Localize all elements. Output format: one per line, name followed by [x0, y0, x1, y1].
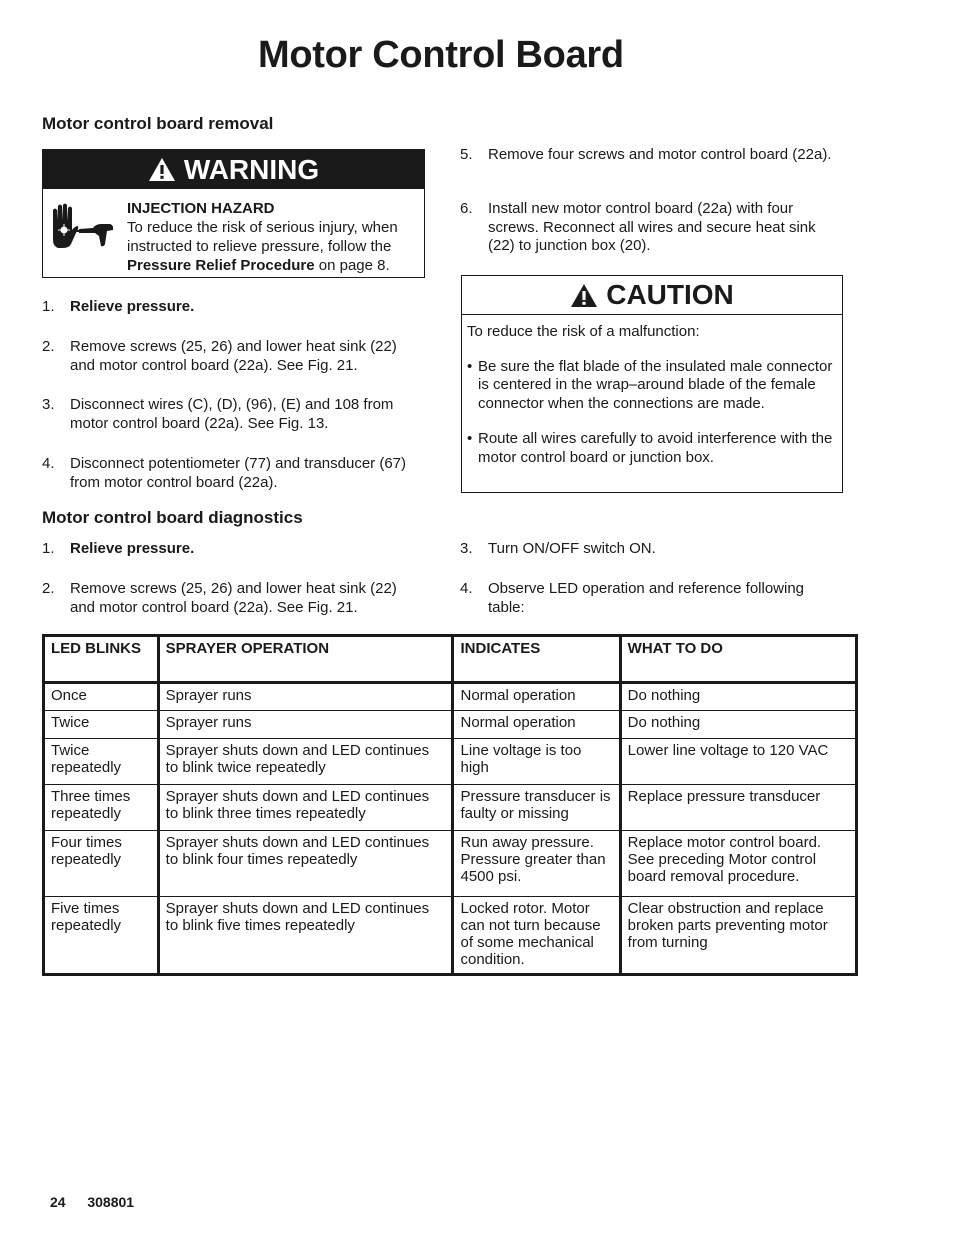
caution-bullet: • Route all wires carefully to avoid interference with the motor control board or junction box. — [467, 430, 833, 466]
table-row — [44, 739, 857, 785]
step-number: 3. — [42, 396, 55, 413]
table-cell: Do nothing — [620, 683, 856, 711]
warning-text — [127, 218, 419, 275]
page-footer — [50, 1194, 134, 1210]
step-number: 4. — [42, 455, 55, 472]
table-row — [44, 711, 857, 739]
step-number: 4. — [460, 580, 473, 597]
step-text: Relieve pressure. — [70, 298, 195, 315]
table-cell: Replace pressure transducer — [620, 785, 856, 831]
step-text: Disconnect wires (C), (D), (96), (E) and 108 from motor control board (22a). See Fig. 13. — [70, 396, 394, 432]
table-cell: Pressure transducer is faulty or missing — [453, 785, 620, 831]
table-cell: Twice — [44, 711, 159, 739]
table-cell: Do nothing — [620, 711, 856, 739]
step-number: 2. — [42, 338, 55, 355]
column-header: WHAT TO DO — [620, 636, 856, 683]
diagnostics-heading: Motor control board diagnostics — [42, 508, 303, 527]
table-cell: Clear obstruction and replace broken parts preventing motor from turning — [620, 897, 856, 975]
caution-bullet: • Be sure the flat blade of the insulated male connector is centered in the wrap–around blade of the female connector when the connections are made. — [467, 357, 833, 412]
warning-body — [127, 199, 419, 275]
warning-box — [42, 149, 425, 278]
caution-header — [462, 276, 842, 315]
page-number: 24 — [50, 1194, 66, 1210]
table-cell: Lower line voltage to 120 VAC — [620, 739, 856, 785]
caution-bullet-text: Be sure the flat blade of the insulated male connector is centered in the wrap–around blade of the female connector when the connections are made. — [478, 357, 833, 412]
warning-header — [43, 150, 424, 189]
step-text: Install new motor control board (22a) with four screws. Reconnect all wires and secure heat sink (22) to junction box (20). — [488, 200, 816, 254]
warning-text-before: To reduce the risk of serious injury, when instructed to relieve pressure, follow the — [127, 219, 398, 255]
table-row — [44, 683, 857, 711]
table-cell: Once — [44, 683, 159, 711]
caution-triangle-icon — [570, 283, 598, 308]
step-number: 1. — [42, 298, 55, 315]
column-header: SPRAYER OPERATION — [158, 636, 453, 683]
table-cell: Normal operation — [453, 683, 620, 711]
injection-hazard-icon — [49, 202, 117, 252]
table-cell: Sprayer runs — [158, 711, 453, 739]
caution-intro: To reduce the risk of a malfunction: — [467, 323, 700, 340]
table-cell: Five times repeatedly — [44, 897, 159, 975]
table-row — [44, 897, 857, 975]
step-text: Remove four screws and motor control board (22a). — [488, 146, 832, 163]
table-cell: Line voltage is too high — [453, 739, 620, 785]
caution-box — [461, 275, 843, 493]
step-text: Disconnect potentiometer (77) and transducer (67) from motor control board (22a). — [70, 455, 407, 491]
table-cell: Replace motor control board. See preceding Motor control board removal procedure. — [620, 831, 856, 897]
page-title: Motor Control Board — [258, 34, 624, 76]
step-text: Remove screws (25, 26) and lower heat sink (22) and motor control board (22a). See Fig. 21. — [70, 580, 397, 616]
step-number: 6. — [460, 200, 473, 217]
step-text: Relieve pressure. — [70, 540, 195, 557]
table-header-row — [44, 636, 857, 683]
table-cell: Sprayer shuts down and LED continues to blink three times repeatedly — [158, 785, 453, 831]
caution-label: CAUTION — [606, 279, 734, 310]
column-header: LED BLINKS — [44, 636, 159, 683]
table-cell: Normal operation — [453, 711, 620, 739]
document-number: 308801 — [87, 1194, 135, 1210]
table-row — [44, 785, 857, 831]
warning-triangle-icon — [148, 157, 176, 182]
hazard-title: INJECTION HAZARD — [127, 200, 275, 217]
table-cell: Four times repeatedly — [44, 831, 159, 897]
table-cell: Sprayer shuts down and LED continues to blink twice repeatedly — [158, 739, 453, 785]
table-cell: Twice repeatedly — [44, 739, 159, 785]
led-diagnostics-table — [42, 634, 858, 976]
table-cell: Run away pressure. Pressure greater than 4500 psi. — [453, 831, 620, 897]
step-number: 1. — [42, 540, 55, 557]
table-cell: Sprayer shuts down and LED continues to blink five times repeatedly — [158, 897, 453, 975]
warning-label: WARNING — [183, 153, 320, 185]
caution-body — [467, 323, 835, 467]
step-number: 5. — [460, 146, 473, 163]
caution-bullet-text: Route all wires carefully to avoid interference with the motor control board or junction box. — [478, 430, 833, 466]
step-text: Remove screws (25, 26) and lower heat sink (22) and motor control board (22a). See Fig. 21. — [70, 338, 397, 374]
column-header: INDICATES — [453, 636, 620, 683]
step-number: 3. — [460, 540, 473, 557]
table-cell: Three times repeatedly — [44, 785, 159, 831]
step-text: Turn ON/OFF switch ON. — [488, 540, 656, 557]
table-row — [44, 831, 857, 897]
pressure-relief-reference: Pressure Relief Procedure — [127, 257, 315, 274]
table-cell: Sprayer runs — [158, 683, 453, 711]
table-cell: Locked rotor. Motor can not turn because of some mechanical condition. — [453, 897, 620, 975]
table-cell: Sprayer shuts down and LED continues to blink four times repeatedly — [158, 831, 453, 897]
removal-heading: Motor control board removal — [42, 114, 274, 133]
step-text: Observe LED operation and reference following table: — [488, 580, 805, 616]
step-number: 2. — [42, 580, 55, 597]
warning-text-after: on page 8. — [314, 257, 390, 274]
